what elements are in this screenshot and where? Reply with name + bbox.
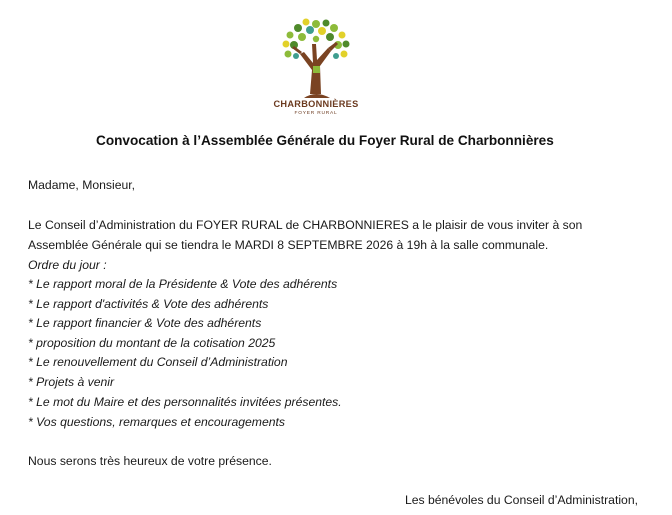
agenda-heading: Ordre du jour :	[28, 258, 107, 272]
agenda-item: * Projets à venir	[28, 375, 115, 389]
foyer-rural-logo	[266, 14, 366, 126]
agenda-item: * Le rapport d'activités & Vote des adhérents	[28, 297, 269, 311]
agenda-item: * Vos questions, remarques et encouragements	[28, 415, 285, 429]
document-title: Convocation à l’Assemblée Générale du Foyer Rural de Charbonnières	[96, 133, 554, 148]
signature: Les bénévoles du Conseil d’Administration,	[404, 493, 638, 507]
agenda-item: * Le rapport moral de la Présidente & Vote des adhérents	[28, 277, 338, 291]
intro-line-1: Le Conseil d’Administration du FOYER RURAL de CHARBONNIERES a le plaisir de vous inviter à son	[28, 218, 583, 232]
agenda-item: * proposition du montant de la cotisation 2025	[28, 336, 276, 350]
agenda-item: * Le rapport financier & Vote des adhérents	[28, 316, 262, 330]
logo-subtitle: FOYER RURAL	[294, 111, 338, 116]
tree-icon	[276, 14, 356, 98]
logo-name: CHARBONNIÈRES	[273, 99, 359, 109]
closing-sentence: Nous serons très heureux de votre présence.	[28, 454, 272, 468]
agenda-item: * Le mot du Maire et des personnalités invitées présentes.	[28, 395, 342, 409]
window-icon	[313, 66, 320, 73]
greeting: Madame, Monsieur,	[28, 178, 136, 192]
intro-line-2: Assemblée Générale qui se tiendra le MARDI 8 SEPTEMBRE 2026 à 19h à la salle communale.	[28, 238, 549, 252]
agenda-item: * Le renouvellement du Conseil d’Administration	[28, 355, 288, 369]
